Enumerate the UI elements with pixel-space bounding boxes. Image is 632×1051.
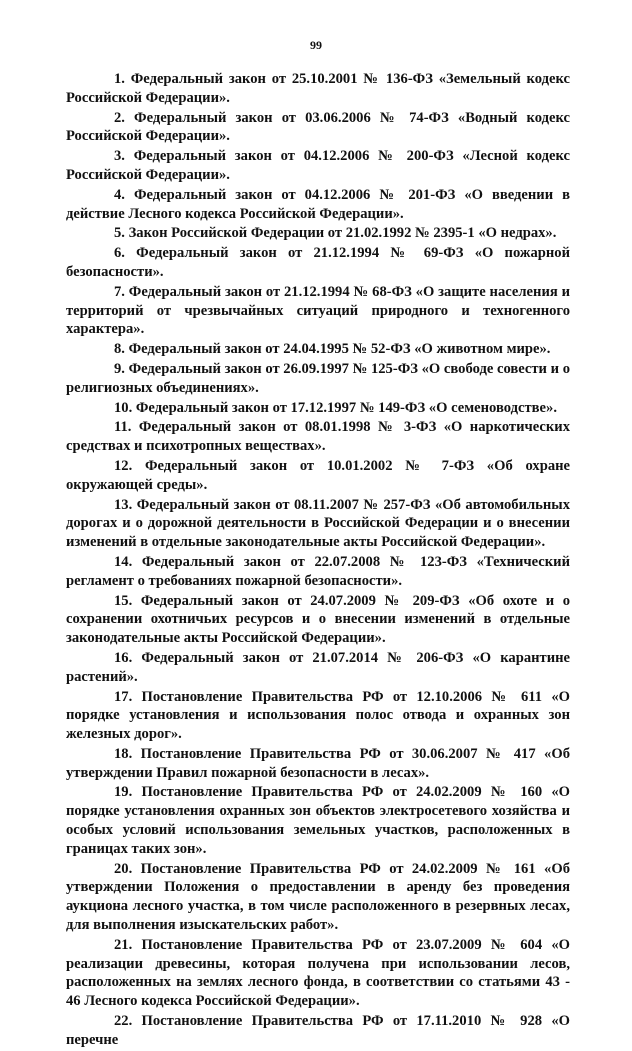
list-item: 1. Федеральный закон от 25.10.2001 № 136-ФЗ «Земельный кодекс Российской Федерации».: [66, 71, 570, 106]
list-item: 15. Федеральный закон от 24.07.2009 № 209-ФЗ «Об охоте и о сохранении охотничьих ресурсов и о внесении изменений в отдельные законодательные акты Российской Федерации».: [66, 592, 570, 647]
list-item: 9. Федеральный закон от 26.09.1997 № 125-ФЗ «О свободе совести и о религиозных объединениях».: [66, 360, 570, 396]
list-item: 20. Постановление Правительства РФ от 24.02.2009 № 161 «Об утверждении Положения о предоставлении в аренду без проведения аукциона лесного участка, в том числе расположенного в резервных лесах, для выполнения изыскательских работ».: [66, 860, 570, 934]
list-item: 3. Федеральный закон от 04.12.2006 № 200-ФЗ «Лесной кодекс Российской Федерации».: [66, 148, 570, 183]
list-item: 5. Закон Российской Федерации от 21.02.1992 № 2395-1 «О недрах».: [114, 225, 557, 242]
list-item: 22. Постановление Правительства РФ от 17.11.2010 № 928 «О перечне: [66, 1013, 570, 1048]
list-item: 8. Федеральный закон от 24.04.1995 № 52-ФЗ «О животном мире».: [114, 341, 551, 358]
list-item: 11. Федеральный закон от 08.01.1998 № 3-ФЗ «О наркотических средствах и психотропных веществах».: [66, 419, 570, 455]
list-item: 18. Постановление Правительства РФ от 30.06.2007 № 417 «Об утверждении Правил пожарной безопасности в лесах».: [66, 745, 570, 781]
list-item: 13. Федеральный закон от 08.11.2007 № 257-ФЗ «Об автомобильных дорогах и о дорожной деятельности в Российской Федерации и о внесении изменений в отдельные законодательные акты Российской Федерации».: [66, 496, 570, 551]
list-item: 6. Федеральный закон от 21.12.1994 № 69-ФЗ «О пожарной безопасности».: [66, 245, 570, 280]
list-item: 14. Федеральный закон от 22.07.2008 № 123-ФЗ «Технический регламент о требованиях пожарной безопасности».: [66, 553, 570, 589]
list-item: 10. Федеральный закон от 17.12.1997 № 149-ФЗ «О семеноводстве».: [114, 399, 557, 416]
list-item: 12. Федеральный закон от 10.01.2002 № 7-ФЗ «Об охране окружающей среды».: [66, 457, 570, 493]
list-item: 2. Федеральный закон от 03.06.2006 № 74-ФЗ «Водный кодекс Российской Федерации».: [66, 109, 570, 145]
page-number: 99: [310, 38, 322, 52]
list-item: 7. Федеральный закон от 21.12.1994 № 68-ФЗ «О защите населения и территорий от чрезвычайных ситуаций природного и техногенного характера».: [66, 283, 570, 338]
list-item: 21. Постановление Правительства РФ от 23.07.2009 № 604 «О реализации древесины, которая получена при использовании лесов, расположенных на землях лесного фонда, в соответствии со статьями 43 - 46 Лесного кодекса Российской Федерации».: [66, 936, 570, 1010]
list-item: 4. Федеральный закон от 04.12.2006 № 201-ФЗ «О введении в действие Лесного кодекса Российской Федерации».: [66, 186, 570, 222]
list-item: 16. Федеральный закон от 21.07.2014 № 206-ФЗ «О карантине растений».: [66, 649, 570, 685]
list-item: 17. Постановление Правительства РФ от 12.10.2006 № 611 «О порядке установления и использования полос отвода и охранных зон железных дорог».: [66, 688, 570, 743]
list-item: 19. Постановление Правительства РФ от 24.02.2009 № 160 «О порядке установления охранных зон объектов электросетевого хозяйства и особых условий использования земельных участков, расположенных в границах таких зон».: [66, 784, 570, 857]
